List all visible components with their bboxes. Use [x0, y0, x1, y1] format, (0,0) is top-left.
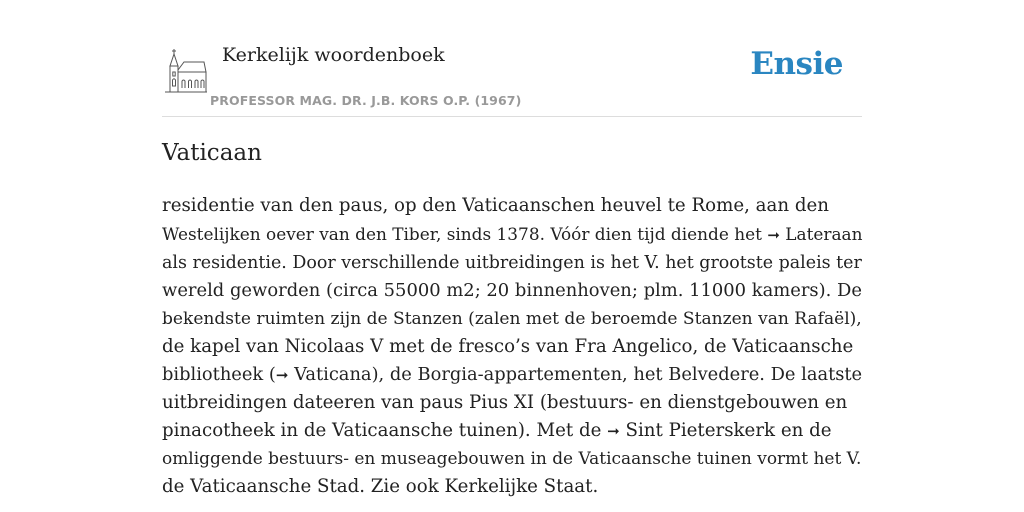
- link-lateraan[interactable]: [767, 224, 862, 244]
- body-line: uitbreidingen dateeren van paus Pius XI (bestuurs- en dienstgebouwen en: [162, 392, 848, 413]
- page: [162, 0, 862, 512]
- link-sint-pieterskerk[interactable]: [607, 420, 775, 441]
- body-line: residentie van den paus, op den Vaticaanschen heuvel te Rome, aan den: [162, 195, 829, 216]
- page-title: Vaticaan: [162, 140, 262, 166]
- body-text: ), de Borgia-appartementen, het Belvedere. De laatste: [371, 364, 863, 385]
- ensie-logo[interactable]: Ensie: [750, 46, 843, 82]
- body-line: de kapel van Nicolaas V met de fresco’s van Fra Angelico, de Vaticaansche: [162, 336, 854, 357]
- body-line: wereld geworden (circa 55000 m2; 20 binnenhoven; plm. 11000 kamers). De: [162, 280, 862, 301]
- link-vaticana[interactable]: [276, 364, 372, 385]
- book-title[interactable]: Kerkelijk woordenboek: [222, 44, 445, 66]
- entry-body: [162, 192, 862, 501]
- body-line: als residentie. Door verschillende uitbreidingen is het V. het grootste paleis ter: [162, 253, 862, 273]
- body-line: omliggende bestuurs- en museagebouwen in de Vaticaansche tuinen vormt het V.: [162, 449, 862, 469]
- arrow-right-icon: ➞: [767, 226, 780, 244]
- body-text: bibliotheek (: [162, 364, 276, 385]
- body-text: en de: [775, 420, 832, 441]
- link-label: Vaticana: [294, 364, 372, 385]
- body-text: pinacotheek in de Vaticaansche tuinen). Met de: [162, 420, 608, 441]
- body-line: de Vaticaansche Stad. Zie ook Kerkelijke Staat.: [162, 476, 599, 497]
- link-label: Sint Pieterskerk: [625, 420, 776, 441]
- body-line: [162, 417, 862, 445]
- arrow-right-icon: ➞: [275, 366, 289, 384]
- header: [162, 0, 862, 117]
- body-line: [162, 361, 862, 389]
- church-icon: [164, 48, 208, 96]
- book-author: PROFESSOR MAG. DR. J.B. KORS O.P. (1967): [210, 93, 522, 108]
- body-line: [162, 220, 862, 249]
- link-label: Lateraan: [785, 224, 863, 244]
- arrow-right-icon: ➞: [607, 422, 620, 440]
- body-text: Westelijken oever van den Tiber, sinds 1378. Vóór dien tijd diende het: [162, 224, 768, 244]
- body-line: bekendste ruimten zijn de Stanzen (zalen met de beroemde Stanzen van Rafaël),: [162, 309, 862, 329]
